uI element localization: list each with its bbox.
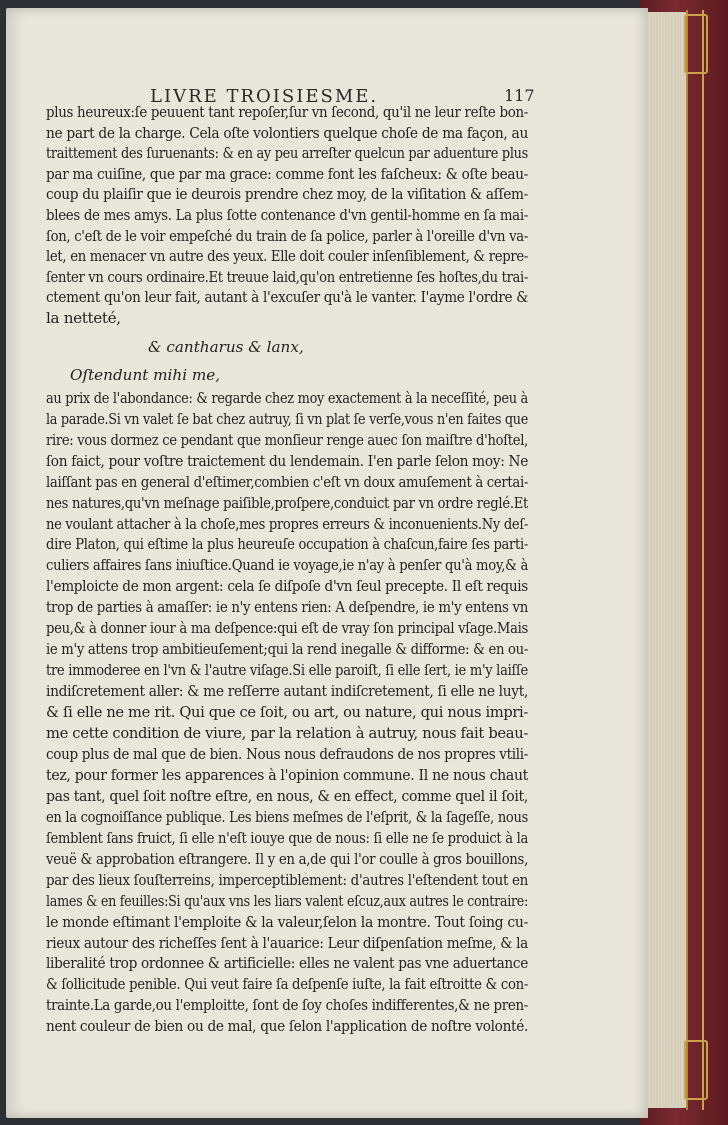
text-line: ſon faict, pour voſtre traictement du lendemain. I'en parle ſelon moy: Ne	[46, 451, 529, 470]
text-line: rieux autour des richeſſes ſent à l'auarice: Leur diſpenſation meſme, & la	[46, 933, 529, 952]
text-line: par ma cuiſine, que par ma grace: comme font les faſcheux: & oſte beau-	[46, 164, 528, 183]
text-line: traittement des ſuruenants: & en ay peu arreſter quelcun par aduenture plus	[46, 144, 528, 163]
text-line: en la cognoiſſance publique. Les biens meſmes de l'eſprit, & la ſageſſe, nous	[46, 807, 529, 826]
gilt-ornament-top	[684, 14, 708, 74]
text-line: ſenter vn cours ordinaire.Et treuue laid,qu'on entretienne ſes hoſtes,du trai-	[46, 267, 529, 286]
text-line: trainte.La garde,ou l'emploitte, ſont de ſoy choſes indifferentes,& ne pren-	[46, 996, 528, 1015]
text-line: let, en menacer vn autre des yeux. Elle doit couler inſenſiblement, & repre-	[46, 247, 529, 266]
page-edges	[644, 12, 688, 1108]
text-line: la netteté,	[46, 309, 121, 327]
text-line: pas tant, quel ſoit noſtre eſtre, en nous, & en effect, comme quel il ſoit,	[46, 786, 528, 805]
text-line: liberalité trop ordonnee & artificielle: elles ne valent pas vne aduertance	[46, 954, 528, 973]
text-line: au prix de l'abondance: & regarde chez moy exactement à la neceſſité, peu à	[46, 388, 528, 407]
text-line: par des lieux ſouſterreins, imperceptiblement: d'autres l'eſtendent tout en	[46, 870, 529, 889]
text-line: rire: vous dormez ce pendant que monſieur renge auec ſon maiſtre d'hoſtel,	[46, 430, 528, 449]
text-line: dire Platon, qui eſtime la plus heureuſe occupation à chaſcun,faire ſes parti-	[46, 535, 528, 554]
text-line: ne part de la charge. Cela oſte volontiers quelque choſe de ma façon, au	[46, 123, 528, 142]
verse-quote-line-2: Oſtendunt mihi me,	[70, 366, 221, 385]
text-line: blees de mes amys. La plus ſotte contenance d'vn gentil-homme en ſa mai-	[46, 206, 528, 224]
gilt-border	[686, 10, 704, 1110]
text-line: le monde eſtimant l'emploite & la valeur,ſelon la montre. Tout ſoing cu-	[46, 912, 529, 931]
text-line: ſemblent ſans fruict, ſi elle n'eſt iouye que de nous: ſi elle ne ſe produict à la	[46, 828, 529, 847]
text-line: nent couleur de bien ou de mal, que ſelon l'application de noſtre volonté.	[46, 1017, 529, 1036]
text-line: la parade.Si vn valet ſe bat chez autruy, ſi vn plat ſe verſe,vous n'en faites que	[46, 409, 529, 428]
text-line: ſon, c'eſt de le voir empeſché du train de ſa police, parler à l'oreille d'vn va-	[46, 226, 529, 245]
verse-quote-line-1: & cantharus & lanx,	[148, 337, 304, 356]
text-line: ie m'y attens trop ambitieuſement;qui la rend inegalle & difforme: & en ou-	[46, 640, 528, 659]
page-number: 117	[504, 86, 535, 105]
text-line: indiſcretement aller: & me reſſerre autant indiſcretement, ſi elle ne luyt,	[46, 682, 529, 701]
text-line: me cette condition de viure, par la relation à autruy, nous fait beau-	[46, 724, 528, 742]
text-line: l'emploicte de mon argent: cela ſe diſpoſe d'vn ſeul precepte. Il eſt requis	[46, 577, 528, 596]
text-line: & ſi elle ne me rit. Qui que ce ſoit, ou art, ou nature, qui nous impri-	[46, 703, 528, 722]
running-head-title: LIVRE TROISIESME.	[150, 86, 379, 107]
text-line: trop de parties à amaſſer: ie n'y entens rien: A deſpendre, ie m'y entens vn	[46, 598, 528, 617]
text-line: ne voulant attacher à la choſe,mes propres erreurs & inconuenients.Ny deſ-	[46, 514, 529, 533]
text-line: tez, pour former les apparences à l'opinion commune. Il ne nous chaut	[46, 765, 529, 784]
text-line: laiſſant pas en general d'eſtimer,combien c'eſt vn doux amuſement à certai-	[46, 472, 529, 491]
text-line: & ſollicitude penible. Qui veut faire ſa deſpenſe iuſte, la fait eſtroitte & con-	[46, 975, 528, 994]
text-line: nes natures,qu'vn meſnage paiſible,proſpere,conduict par vn ordre reglé.Et	[46, 493, 529, 512]
text-line: veuë & approbation eſtrangere. Il y en a,de qui l'or coulle à gros bouillons,	[46, 849, 529, 868]
text-line: culiers affaires ſans iniuſtice.Quand ie voyage,ie n'ay à penſer qu'à moy,& à	[46, 556, 529, 575]
text-line: coup plus de mal que de bien. Nous nous defraudons de nos propres vtili-	[46, 744, 528, 763]
text-line: lames & en feuilles:Si qu'aux vns les liars valent eſcuz,aux autres le contraire:	[46, 891, 529, 910]
text-line: tre immoderee en l'vn & l'autre viſage.Si elle paroiſt, ſi elle ſert, ie m'y laiſſe	[46, 661, 528, 680]
text-line: plus heureux:ſe peuuent tant repoſer,ſur vn ſecond, qu'il ne leur reſte bon-	[46, 103, 528, 121]
text-line: peu,& à donner iour à ma deſpence:qui eſt de vray ſon principal vſage.Mais	[46, 619, 528, 638]
text-line: ctement qu'on leur fait, autant à l'excuſer qu'à le vanter. I'ayme l'ordre &	[46, 288, 529, 307]
text-line: coup du plaiſir que ie deurois prendre chez moy, de la viſitation & aſſem-	[46, 185, 528, 204]
gilt-ornament-bottom	[684, 1040, 708, 1100]
